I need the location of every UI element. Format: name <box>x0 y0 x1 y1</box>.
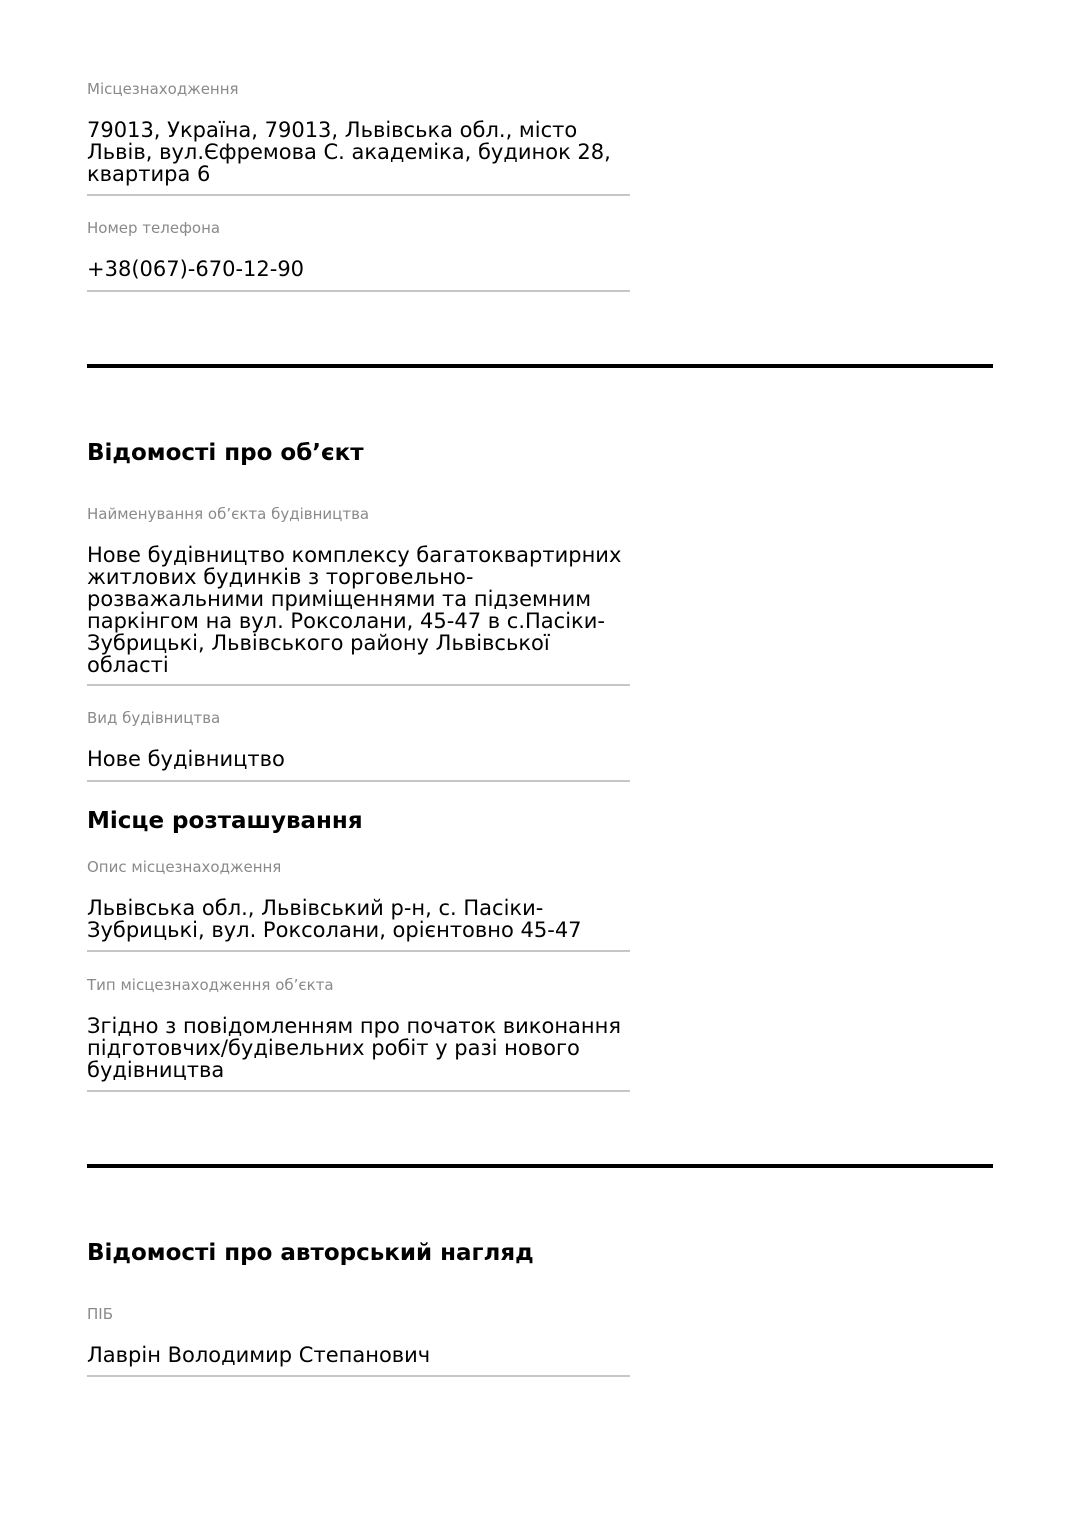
phone-underline <box>87 290 630 292</box>
location-underline <box>87 194 630 196</box>
location-description-underline <box>87 950 630 952</box>
full-name-label: ПІБ <box>87 1305 113 1323</box>
supervision-heading: Відомості про авторський нагляд <box>87 1240 534 1266</box>
location-type-label: Тип місцезнаходження об’єкта <box>87 976 334 994</box>
section-divider <box>87 364 993 368</box>
object-name-underline <box>87 684 630 686</box>
section-divider <box>87 1164 993 1168</box>
object-info-heading: Відомості про об’єкт <box>87 440 364 466</box>
phone-label: Номер телефона <box>87 219 221 237</box>
location-type-underline <box>87 1090 630 1092</box>
location-label: Місцезнаходження <box>87 80 239 98</box>
phone-value: +38(067)-670-12-90 <box>87 257 305 281</box>
full-name-value: Лаврін Володимир Степанович <box>87 1343 431 1367</box>
object-name-label: Найменування об’єкта будівництва <box>87 505 370 523</box>
location-description-value: Львівська обл., Львівський р-н, с. Пасіки-Зубрицькі, вул. Роксолани, орієнтовно 45-47 <box>87 896 582 942</box>
location-description-label: Опис місцезнаходження <box>87 858 282 876</box>
placement-heading: Місце розташування <box>87 808 363 834</box>
location-type-value: Згідно з повідомленням про початок виконання підготовчих/будівельних робіт у разі нового будівництва <box>87 1014 622 1082</box>
object-name-value: Нове будівництво комплексу багатоквартирних житлових будинків з торговельно-розважальними приміщеннями та підземним паркінгом на вул. Роксолани, 45-47 в с.Пасіки-Зубрицькі, Львівського району Львівської області <box>87 543 622 677</box>
construction-type-value: Нове будівництво <box>87 747 285 771</box>
construction-type-underline <box>87 780 630 782</box>
full-name-underline <box>87 1375 630 1377</box>
location-value: 79013, Україна, 79013, Львівська обл., місто Львів, вул.Єфремова С. академіка, будинок 28, квартира 6 <box>87 118 611 186</box>
construction-type-label: Вид будівництва <box>87 709 221 727</box>
